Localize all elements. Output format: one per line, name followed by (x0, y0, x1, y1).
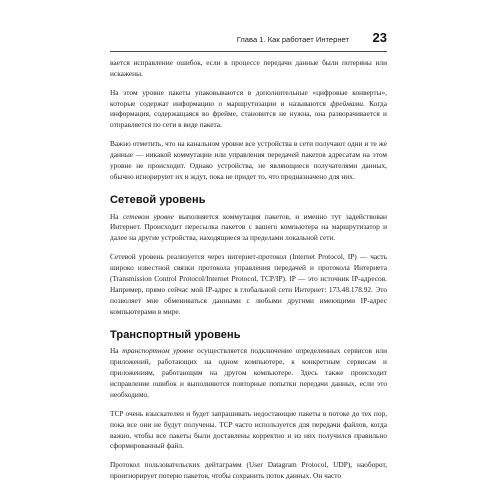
term-transport-layer: транспортном уровне (122, 346, 194, 356)
running-head: Глава 1. Как работает Интернет (236, 35, 349, 44)
paragraph-network-layer (110, 212, 387, 245)
page-header (110, 31, 387, 52)
paragraph-frames (110, 88, 387, 132)
section-heading-transport-layer: Транспортный уровень (110, 328, 241, 341)
paragraph-udp: Протокол пользовательских дейтаграмм (User Datagram Protocol, UDP), наоборот, проигнорирует потерю пакетов, чтобы сохранить поток данных. Он часто (110, 460, 387, 481)
paragraph-transport-layer (110, 346, 387, 401)
paragraph-ip-protocol: Сетевой уровень реализуется через интернет-протокол (Internet Protocol, IP) — часть широко известной связки протокола управления передачей и протокола Интернета (Transmission Control Protocol/Internet Protocol, TCP/IP). IP — это источник IP-адресов. Например, прямо сейчас мой IP-адрес в глобальной сети Интернет: 173.48.178.92. Это позволяет мне обмениваться данными с любыми другими имеющими IP-адрес компьютерами в мире. (110, 252, 387, 316)
paragraph-network-text-b: выполняется коммутация пакетов, и именно тут задействован Интернет. Происходит пересылка пакетов с вашего компьютера на маршрутизатор и далее на другие устройства, находящиеся за пределами локальной сети. (110, 211, 387, 243)
paragraph-tcp: TCP очень взыскателен и будет запрашивать недостающие пакеты в потоке до тех пор, пока все они не будут получены. TCP часто используется для передачи файлов, когда важно, чтобы все пакеты были доставлены корректно и из них получился правильно сформированный файл. (110, 408, 387, 451)
term-frames: фреймами (330, 98, 363, 108)
page-body (110, 58, 387, 490)
paragraph-transport-text-a: На (110, 346, 123, 356)
term-network-layer: сетевом уровне (122, 211, 175, 221)
section-heading-network-layer: Сетевой уровень (110, 193, 206, 206)
paragraph-continuation: вается исправление ошибок, если в процессе передачи данные были потеряны или искажены. (110, 58, 387, 78)
paragraph-frames-text-b: . Когда информация, содержащаяся во фрейме, становится не нужна, она разворачивается и отправляется по сети в виде пакета. (110, 98, 387, 130)
paragraph-transport-text-b: осуществляется подключение определенных сервисов или приложений, работающих на одном компьютере, к конкретным сервисам и приложениям, работающим на другом компьютере. Здесь также происходит исправление ошибок и выполняются повторные попытки передачи данных, если это необходимо. (110, 346, 387, 400)
paragraph-frames-text-a: На этом уровне пакеты упаковываются в дополнительные «цифровые конверты», которые содержат информацию о маршрутизации и называются (110, 87, 387, 108)
paragraph-network-text-a: На (110, 211, 123, 221)
page-number: 23 (372, 30, 387, 45)
paragraph-data-link-note: Важно отметить, что на канальном уровне все устройства в сети получают одни и те же данные — никакой коммутации или управления передачей пакетов адресатам на этом уровне не происходит. Однако устройства, не являющиеся получателями данных, обычно игнорируют их и ждут, пока не придет то, что предназначено для них. (110, 139, 387, 181)
